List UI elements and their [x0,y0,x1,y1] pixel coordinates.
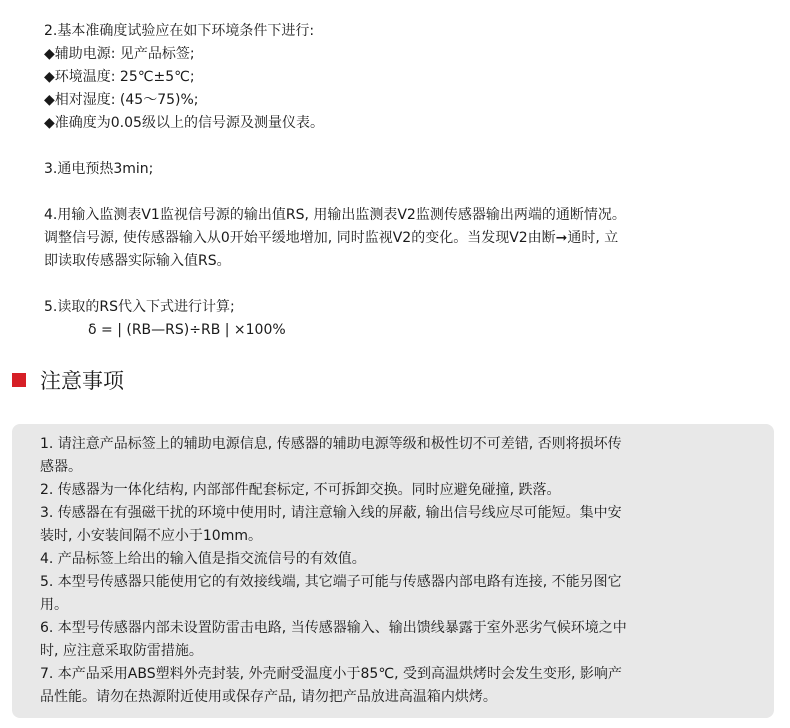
note-line: 4. 产品标签上给出的输入值是指交流信号的有效值。 [40,551,366,567]
step-5-formula: δ = | (RB—RS)÷RB | ×100% [88,322,286,338]
note-line: 用。 [40,597,68,613]
note-line: 品性能。请勿在热源附近使用或保存产品, 请勿把产品放进高温箱内烘烤。 [40,689,497,705]
note-line: 6. 本型号传感器内部未设置防雷击电路, 当传感器输入、输出馈线暴露于室外恶劣气候环境之中 [40,620,627,636]
notes-box [12,424,774,718]
condition-temperature: ◆环境温度: 25℃±5℃; [44,69,195,85]
conditions-heading: 2.基本准确度试验应在如下环境条件下进行: [44,23,315,39]
condition-humidity: ◆相对湿度: (45～75)%; [44,92,199,108]
step-5-heading: 5.读取的RS代入下式进行计算; [44,299,235,315]
condition-instruments: ◆准确度为0.05级以上的信号源及测量仪表。 [44,115,324,131]
note-line: 感器。 [40,459,82,475]
note-line: 7. 本产品采用ABS塑料外壳封装, 外壳耐受温度小于85℃, 受到高温烘烤时会发生变形, 影响产 [40,666,622,682]
note-line: 2. 传感器为一体化结构, 内部部件配套标定, 不可拆卸交换。同时应避免碰撞, 跌落。 [40,482,561,498]
step-3-warmup: 3.通电预热3min; [44,161,154,177]
note-line: 装时, 小安装间隔不应小于10mm。 [40,528,262,544]
step-4-line-1: 4.用输入监测表V1监视信号源的输出值RS, 用输出监测表V2监测传感器输出两端的通断情况。 [44,207,626,223]
notes-section-header [12,366,124,394]
step-4-line-3: 即读取传感器实际输入值RS。 [44,253,231,269]
section-marker-icon [12,373,26,387]
notes-title: 注意事项 [40,369,124,393]
note-line: 时, 应注意采取防雷措施。 [40,643,203,659]
test-procedure [44,20,774,342]
note-line: 5. 本型号传感器只能使用它的有效接线端, 其它端子可能与传感器内部电路有连接, 不能另图它 [40,574,622,590]
step-4-line-2: 调整信号源, 使传感器输入从0开始平缓地增加, 同时监视V2的变化。当发现V2由断➞通时, 立 [44,230,619,246]
note-line: 3. 传感器在有强磁干扰的环境中使用时, 请注意输入线的屏蔽, 输出信号线应尽可能短。集中安 [40,505,622,521]
note-line: 1. 请注意产品标签上的辅助电源信息, 传感器的辅助电源等级和极性切不可差错, 否则将损坏传 [40,436,622,452]
condition-aux-power: ◆辅助电源: 见产品标签; [44,46,195,62]
